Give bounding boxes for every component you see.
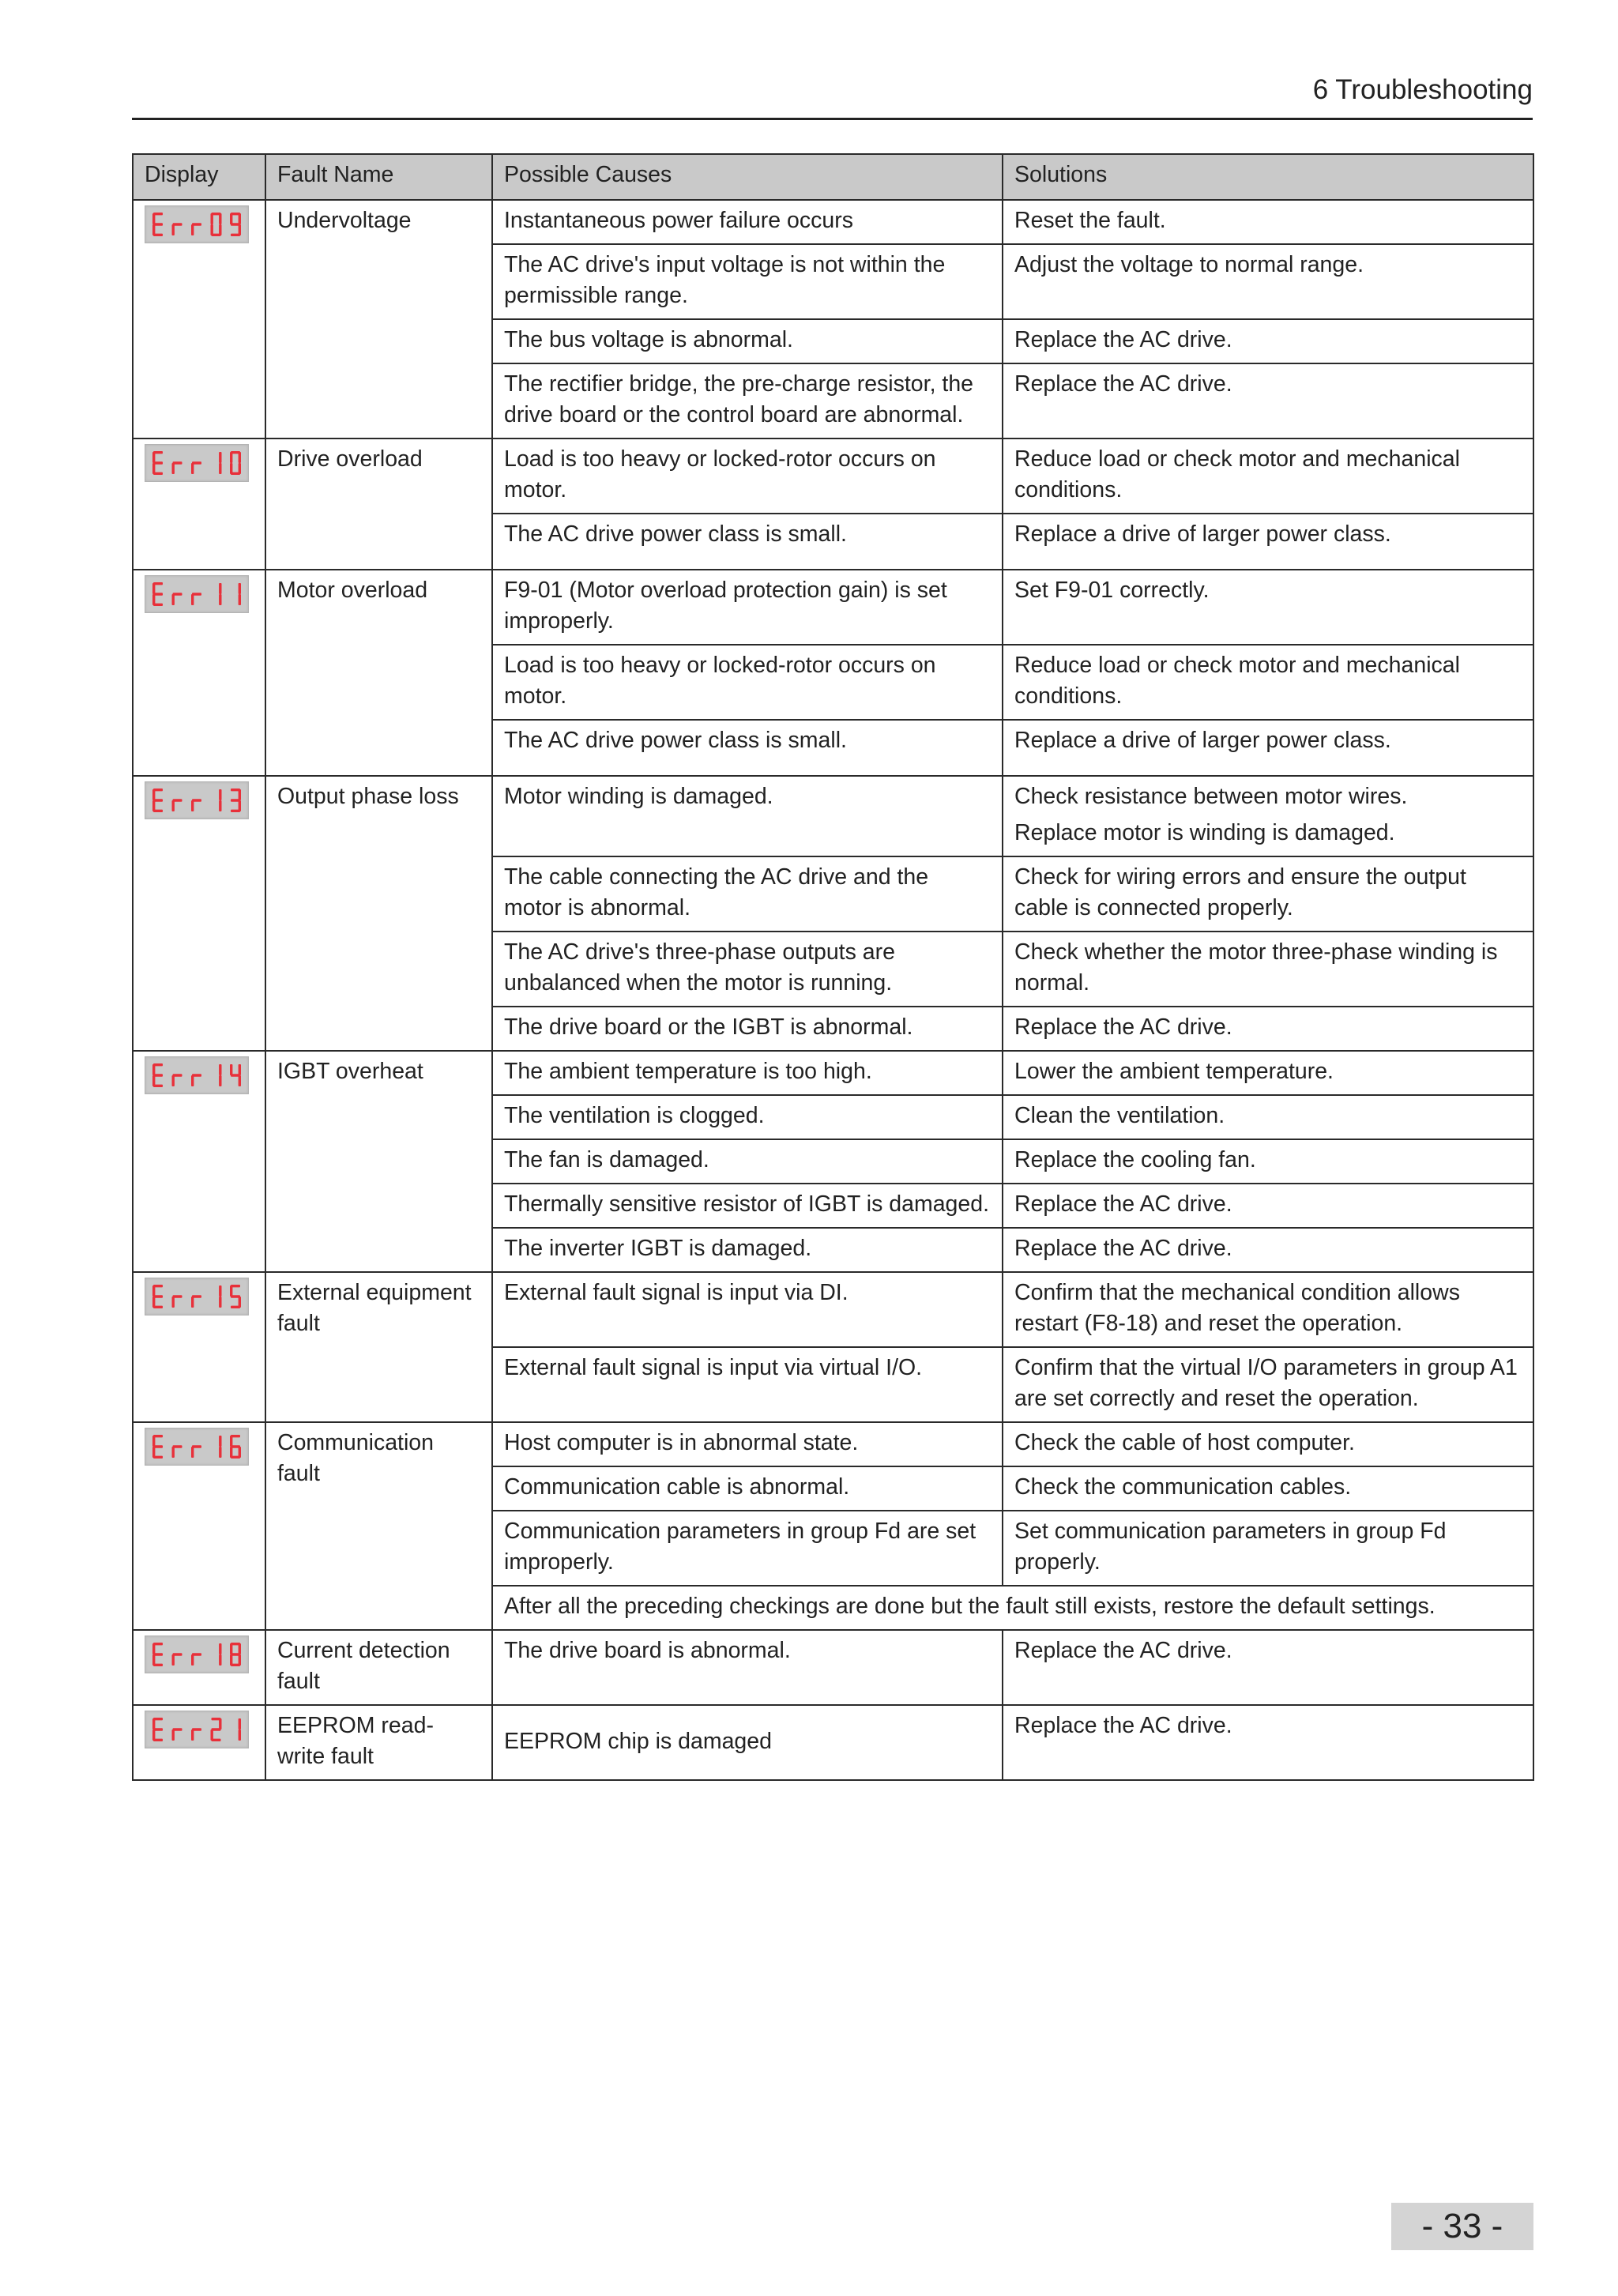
- seven-segment-digits: [145, 1428, 248, 1465]
- column-header: Solutions: [1003, 154, 1533, 200]
- led-segment: [191, 1654, 194, 1666]
- cause-cell: The rectifier bridge, the pre-charge resistor, the drive board or the control board are abnormal.: [492, 363, 1003, 438]
- led-segment: [219, 1064, 221, 1075]
- cause-cell: The ventilation is clogged.: [492, 1095, 1003, 1139]
- led-segment: [219, 1447, 221, 1458]
- led-segment: [153, 1074, 163, 1076]
- led-segment: [172, 1447, 175, 1458]
- led-segment: [192, 1074, 201, 1076]
- led-segment: [239, 1643, 241, 1654]
- led-segment: [211, 213, 213, 224]
- display-cell: [133, 1422, 265, 1630]
- led-display: [145, 1635, 249, 1673]
- led-segment: [219, 1654, 221, 1666]
- led-segment: [231, 1295, 240, 1297]
- note-cell: After all the preceding checkings are done but the fault still exists, restore the default settings.: [492, 1586, 1533, 1630]
- led-segment: [219, 594, 221, 605]
- led-display: [145, 1278, 249, 1315]
- led-segment: [219, 1075, 221, 1086]
- display-cell: [133, 1705, 265, 1780]
- solution-cell: Replace the AC drive.: [1003, 1184, 1533, 1228]
- display-cell: [133, 438, 265, 570]
- table-header-row: [133, 154, 1533, 200]
- led-display: [145, 1428, 249, 1466]
- led-segment: [152, 1654, 155, 1666]
- led-segment: [219, 463, 221, 474]
- led-segment: [230, 463, 232, 474]
- led-segment: [173, 461, 182, 464]
- seven-segment-digits: [145, 1711, 248, 1748]
- led-segment: [152, 1297, 155, 1308]
- led-segment: [239, 452, 241, 463]
- solution-cell: Reduce load or check motor and mechanical conditions.: [1003, 645, 1533, 720]
- led-segment: [192, 1653, 201, 1655]
- fault-name: External equipment fault: [265, 1272, 492, 1422]
- solution-cell: Replace the AC drive.: [1003, 363, 1533, 438]
- fault-name: Communication fault: [265, 1422, 492, 1630]
- fault-name: Current detection fault: [265, 1630, 492, 1705]
- led-segment: [230, 1285, 232, 1297]
- led-segment: [219, 1643, 221, 1654]
- cause-cell: Communication parameters in group Fd are set improperly.: [492, 1511, 1003, 1586]
- led-display: [145, 781, 249, 819]
- led-segment: [239, 213, 241, 224]
- led-segment: [231, 1445, 240, 1447]
- solution-cell: Confirm that the virtual I/O parameters in group A1 are set correctly and reset the operation.: [1003, 1347, 1533, 1422]
- cause-cell: Instantaneous power failure occurs: [492, 200, 1003, 244]
- led-segment: [219, 1436, 221, 1447]
- led-segment: [173, 1653, 182, 1655]
- led-segment: [152, 1447, 155, 1458]
- cause-cell: Host computer is in abnormal state.: [492, 1422, 1003, 1466]
- fault-name: Motor overload: [265, 570, 492, 776]
- solution-cell: Adjust the voltage to normal range.: [1003, 244, 1533, 319]
- led-segment: [211, 1730, 213, 1741]
- table-row: [133, 1051, 1533, 1095]
- solution-cell: Lower the ambient temperature.: [1003, 1051, 1533, 1095]
- led-segment: [239, 789, 241, 800]
- solution-cell: Replace a drive of larger power class.: [1003, 514, 1533, 570]
- led-display: [145, 205, 249, 243]
- solution-cell: Check the communication cables.: [1003, 1466, 1533, 1511]
- solution-cell: Check the cable of host computer.: [1003, 1422, 1533, 1466]
- cause-cell: Motor winding is damaged.: [492, 776, 1003, 856]
- led-segment: [219, 1285, 221, 1297]
- led-segment: [231, 1653, 240, 1655]
- fault-name: Undervoltage: [265, 200, 492, 438]
- led-segment: [212, 1728, 221, 1730]
- fault-name: Drive overload: [265, 438, 492, 570]
- led-segment: [192, 223, 201, 225]
- led-segment: [192, 461, 201, 464]
- solution-line: Check resistance between motor wires.: [1014, 784, 1408, 809]
- seven-segment-digits: [145, 1636, 248, 1673]
- fault-name: EEPROM read-write fault: [265, 1705, 492, 1780]
- led-segment: [192, 799, 201, 801]
- column-header: Display: [133, 154, 265, 200]
- led-display: [145, 575, 249, 613]
- led-segment: [211, 224, 213, 235]
- led-segment: [152, 1285, 155, 1297]
- page-number: - 33 -: [1391, 2203, 1533, 2250]
- led-segment: [152, 463, 155, 474]
- led-segment: [231, 1306, 240, 1308]
- column-header: Possible Causes: [492, 154, 1003, 200]
- seven-segment-digits: [145, 445, 248, 481]
- seven-segment-digits: [145, 1278, 248, 1315]
- led-segment: [231, 223, 240, 225]
- led-segment: [239, 583, 241, 594]
- led-segment: [152, 583, 155, 594]
- led-segment: [219, 583, 221, 594]
- led-segment: [153, 223, 163, 225]
- led-segment: [172, 594, 175, 605]
- cause-cell: F9-01 (Motor overload protection gain) is set improperly.: [492, 570, 1003, 645]
- cause-cell: Load is too heavy or locked-rotor occurs on motor.: [492, 438, 1003, 514]
- led-segment: [191, 1297, 194, 1308]
- solution-cell: Set communication parameters in group Fd properly.: [1003, 1511, 1533, 1586]
- solution-cell: Replace the AC drive.: [1003, 1705, 1533, 1780]
- led-segment: [219, 800, 221, 811]
- display-cell: [133, 570, 265, 776]
- table-row: [133, 1422, 1533, 1466]
- led-segment: [173, 593, 182, 595]
- led-segment: [231, 234, 240, 236]
- led-segment: [153, 1445, 163, 1447]
- led-segment: [191, 800, 194, 811]
- led-segment: [172, 463, 175, 474]
- led-segment: [219, 789, 221, 800]
- cause-cell: External fault signal is input via DI.: [492, 1272, 1003, 1347]
- solution-line: Replace motor is winding is damaged.: [1014, 820, 1395, 845]
- solution-cell: Replace a drive of larger power class.: [1003, 720, 1533, 776]
- led-segment: [152, 1730, 155, 1741]
- display-cell: [133, 1630, 265, 1705]
- led-segment: [152, 789, 155, 800]
- led-segment: [152, 800, 155, 811]
- cause-cell: The drive board or the IGBT is abnormal.: [492, 1007, 1003, 1051]
- led-segment: [191, 594, 194, 605]
- solution-cell: Clean the ventilation.: [1003, 1095, 1533, 1139]
- led-segment: [231, 799, 240, 801]
- led-segment: [192, 1445, 201, 1447]
- led-segment: [191, 1730, 194, 1741]
- table-row: [133, 776, 1533, 856]
- led-segment: [219, 1718, 221, 1730]
- table-row: [133, 1630, 1533, 1705]
- solution-cell: Check for wiring errors and ensure the output cable is connected properly.: [1003, 856, 1533, 932]
- led-segment: [239, 1730, 241, 1741]
- cause-cell: The bus voltage is abnormal.: [492, 319, 1003, 363]
- led-segment: [173, 1728, 182, 1730]
- cause-cell: The cable connecting the AC drive and the motor is abnormal.: [492, 856, 1003, 932]
- led-segment: [230, 1064, 232, 1075]
- led-segment: [173, 799, 182, 801]
- solution-cell: Check whether the motor three-phase winding is normal.: [1003, 932, 1533, 1007]
- seven-segment-digits: [145, 206, 248, 243]
- solution-cell: Set F9-01 correctly.: [1003, 570, 1533, 645]
- led-segment: [191, 463, 194, 474]
- solution-cell: Replace the cooling fan.: [1003, 1139, 1533, 1184]
- led-segment: [231, 1074, 240, 1076]
- display-cell: [133, 1051, 265, 1272]
- led-segment: [219, 452, 221, 463]
- led-segment: [191, 224, 194, 235]
- led-segment: [172, 1075, 175, 1086]
- display-cell: [133, 776, 265, 1051]
- cause-cell: The AC drive's input voltage is not within the permissible range.: [492, 244, 1003, 319]
- led-segment: [153, 461, 163, 464]
- cause-cell: The drive board is abnormal.: [492, 1630, 1003, 1705]
- led-segment: [219, 213, 221, 224]
- led-segment: [230, 213, 232, 224]
- seven-segment-digits: [145, 782, 248, 819]
- table-row: [133, 1272, 1533, 1347]
- table-row: [133, 438, 1533, 514]
- table-row: [133, 1705, 1533, 1780]
- cause-cell: The inverter IGBT is damaged.: [492, 1228, 1003, 1272]
- led-segment: [153, 1295, 163, 1297]
- led-segment: [152, 1718, 155, 1730]
- led-segment: [172, 224, 175, 235]
- seven-segment-digits: [145, 1057, 248, 1093]
- led-segment: [152, 1436, 155, 1447]
- solution-cell: Reset the fault.: [1003, 200, 1533, 244]
- solution-cell: Replace the AC drive.: [1003, 319, 1533, 363]
- led-segment: [230, 1654, 232, 1666]
- solution-cell: Reduce load or check motor and mechanical conditions.: [1003, 438, 1533, 514]
- fault-name: Output phase loss: [265, 776, 492, 1051]
- led-segment: [153, 1653, 163, 1655]
- led-segment: [192, 1295, 201, 1297]
- led-segment: [230, 1643, 232, 1654]
- led-segment: [239, 1718, 241, 1730]
- cause-cell: The AC drive power class is small.: [492, 720, 1003, 776]
- display-cell: [133, 200, 265, 438]
- led-segment: [173, 1445, 182, 1447]
- cause-cell: Communication cable is abnormal.: [492, 1466, 1003, 1511]
- led-segment: [172, 1730, 175, 1741]
- led-segment: [191, 1075, 194, 1086]
- solution-cell: Replace the AC drive.: [1003, 1007, 1533, 1051]
- solution-cell: Confirm that the mechanical condition allows restart (F8-18) and reset the operation.: [1003, 1272, 1533, 1347]
- led-segment: [152, 1064, 155, 1075]
- cause-cell: EEPROM chip is damaged: [492, 1705, 1003, 1780]
- led-segment: [152, 213, 155, 224]
- fault-name: IGBT overheat: [265, 1051, 492, 1272]
- led-segment: [230, 1436, 232, 1447]
- table-row: [133, 200, 1533, 244]
- led-segment: [172, 800, 175, 811]
- led-segment: [173, 223, 182, 225]
- led-segment: [153, 799, 163, 801]
- led-segment: [153, 1728, 163, 1730]
- cause-cell: External fault signal is input via virtual I/O.: [492, 1347, 1003, 1422]
- solution-cell: Replace the AC drive.: [1003, 1630, 1533, 1705]
- led-segment: [230, 452, 232, 463]
- cause-cell: The AC drive power class is small.: [492, 514, 1003, 570]
- seven-segment-digits: [145, 576, 248, 612]
- cause-cell: The ambient temperature is too high.: [492, 1051, 1003, 1095]
- cause-cell: The fan is damaged.: [492, 1139, 1003, 1184]
- led-segment: [152, 594, 155, 605]
- led-segment: [219, 1297, 221, 1308]
- led-segment: [152, 1075, 155, 1086]
- led-segment: [152, 224, 155, 235]
- led-display: [145, 1711, 249, 1748]
- led-segment: [192, 593, 201, 595]
- led-display: [145, 444, 249, 482]
- section-title: 6 Troubleshooting: [1312, 74, 1533, 105]
- led-segment: [153, 593, 163, 595]
- led-segment: [231, 810, 240, 812]
- led-segment: [192, 1728, 201, 1730]
- display-cell: [133, 1272, 265, 1422]
- led-segment: [239, 1064, 241, 1075]
- led-segment: [173, 1074, 182, 1076]
- led-segment: [191, 1447, 194, 1458]
- led-segment: [152, 452, 155, 463]
- solution-cell: Replace the AC drive.: [1003, 1228, 1533, 1272]
- led-segment: [173, 1295, 182, 1297]
- fault-table: [132, 153, 1534, 1781]
- led-segment: [230, 1447, 232, 1458]
- cause-cell: Load is too heavy or locked-rotor occurs on motor.: [492, 645, 1003, 720]
- led-segment: [172, 1297, 175, 1308]
- table-row: [133, 570, 1533, 645]
- header-rule: [132, 118, 1533, 120]
- cause-cell: The AC drive's three-phase outputs are unbalanced when the motor is running.: [492, 932, 1003, 1007]
- led-segment: [152, 1643, 155, 1654]
- led-display: [145, 1056, 249, 1094]
- column-header: Fault Name: [265, 154, 492, 200]
- led-segment: [239, 594, 241, 605]
- solution-cell: [1003, 776, 1533, 856]
- led-segment: [172, 1654, 175, 1666]
- cause-cell: Thermally sensitive resistor of IGBT is damaged.: [492, 1184, 1003, 1228]
- led-segment: [239, 1075, 241, 1086]
